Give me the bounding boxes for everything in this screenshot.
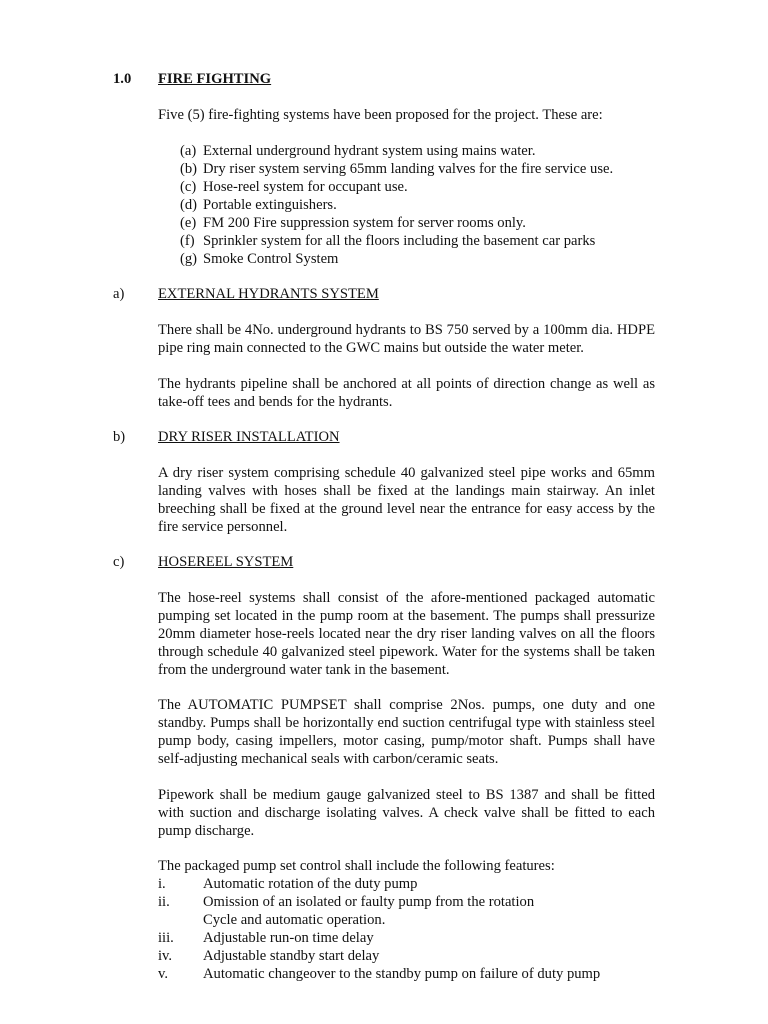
system-item-text: Hose-reel system for occupant use. <box>203 179 408 195</box>
section-number: 1.0 <box>113 71 132 87</box>
system-item-text: Portable extinguishers. <box>203 197 337 213</box>
feature-number: iv. <box>158 948 173 964</box>
system-item-text: Smoke Control System <box>203 251 339 267</box>
paragraph: The hose-reel systems shall consist of the afore-mentioned packaged automatic pumping set located in the pump room at the basement. The pumps shall pressurize 20mm diameter hose-reels located near the dry riser landing valves on all the floors through schedule 40 galvanized steel pipework. Water for the systems shall be taken from the underground water tank in the basement. <box>158 590 655 678</box>
feature-number: v. <box>158 966 168 982</box>
system-item-text: Dry riser system serving 65mm landing valves for the fire service use. <box>203 161 614 177</box>
paragraph: The hydrants pipeline shall be anchored at all points of direction change as well as take-off tees and bends for the hydrants. <box>158 376 655 410</box>
subsection-heading: DRY RISER INSTALLATION <box>158 429 340 445</box>
paragraph: There shall be 4No. underground hydrants to BS 750 served by a 100mm dia. HDPE pipe ring main connected to the GWC mains but outside the water meter. <box>158 322 655 356</box>
subsection-heading: EXTERNAL HYDRANTS SYSTEM <box>158 286 379 302</box>
system-item-letter: (a) <box>180 143 197 159</box>
feature-text-continued: Cycle and automatic operation. <box>203 912 386 928</box>
paragraph: The AUTOMATIC PUMPSET shall comprise 2Nos. pumps, one duty and one standby. Pumps shall be horizontally end suction centrifugal type with stainless steel pump body, casing impellers, motor casing, pump/motor shaft. Pumps shall have self-adjusting mechanical seals with carbon/ceramic seats. <box>158 697 655 767</box>
feature-text: Omission of an isolated or faulty pump from the rotation <box>203 894 535 910</box>
feature-number: i. <box>158 876 166 892</box>
system-item-letter: (g) <box>180 251 198 267</box>
feature-text: Automatic changeover to the standby pump on failure of duty pump <box>203 966 601 982</box>
system-item-text: External underground hydrant system using mains water. <box>203 143 536 159</box>
system-item-letter: (f) <box>180 233 195 249</box>
subsection-letter: b) <box>113 429 126 445</box>
system-item-letter: (d) <box>180 197 198 213</box>
subsection-letter: a) <box>113 286 125 302</box>
paragraph: Pipework shall be medium gauge galvanized steel to BS 1387 and shall be fitted with suction and discharge isolating valves. A check valve shall be fitted to each pump discharge. <box>158 787 655 839</box>
feature-text: Automatic rotation of the duty pump <box>203 876 418 892</box>
feature-text: Adjustable run-on time delay <box>203 930 374 946</box>
system-item-letter: (e) <box>180 215 197 231</box>
system-item-letter: (b) <box>180 161 198 177</box>
paragraph: A dry riser system comprising schedule 40 galvanized steel pipe works and 65mm landing valves with hoses shall be fixed at the landings main stairway. An inlet breeching shall be fixed at the ground level near the entrance for easy access by the fire service personnel. <box>158 465 655 535</box>
subsection-heading: HOSEREEL SYSTEM <box>158 554 294 570</box>
feature-number: iii. <box>158 930 174 946</box>
feature-text: Adjustable standby start delay <box>203 948 380 964</box>
system-item-text: FM 200 Fire suppression system for server rooms only. <box>203 215 526 231</box>
features-intro: The packaged pump set control shall include the following features: <box>158 858 555 874</box>
subsection-letter: c) <box>113 554 125 570</box>
section-intro: Five (5) fire-fighting systems have been proposed for the project. These are: <box>158 107 603 123</box>
system-item-text: Sprinkler system for all the floors including the basement car parks <box>203 233 596 249</box>
system-item-letter: (c) <box>180 179 197 195</box>
feature-number: ii. <box>158 894 170 910</box>
section-title: FIRE FIGHTING <box>158 71 272 87</box>
